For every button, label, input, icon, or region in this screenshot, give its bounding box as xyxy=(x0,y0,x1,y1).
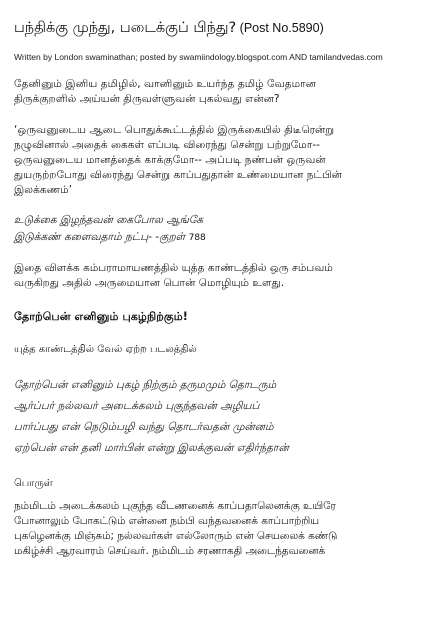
text-line: போனாலும் போகட்டும் என்னை நம்பி வந்தவனைக் காப்பாற்றிய xyxy=(14,515,320,527)
verse-line: ஆர்ப்பர் நல்லவர் அடைக்கலம் புகுந்தவன் அழியப் xyxy=(14,400,260,412)
verse-line: பார்ப்பது என் நெடும்பழி வந்து தொடர்வதன் முன்னம் xyxy=(14,421,274,433)
meaning-paragraph xyxy=(14,499,416,559)
section-intro: யுத்த காண்டத்தில் வேல் ஏற்ற படலத்தில் xyxy=(14,344,197,355)
quote-paragraph xyxy=(14,123,416,198)
text-line: தேனினும் இனிய தமிழில், வானினும் உயர்ந்த தமிழ் வேதமான xyxy=(14,78,316,90)
section-heading: தோற்பென் எனினும் புகழ்நிற்கும்! xyxy=(14,310,188,323)
text-line: இலக்கணம்’ xyxy=(14,184,73,196)
verse-block xyxy=(14,375,416,459)
verse-line: ஏற்பென் என் தனி மார்பின் என்று இலக்குவன் எதிர்ந்தான் xyxy=(14,442,289,454)
text-line: திருக்குறளில் அய்யன் திருவள்ளுவன் புகல்வது என்ன? xyxy=(14,93,280,105)
text-line: ‘ஒருவனுடைய ஆடை பொதுக்கூட்டத்தில் இருக்கையில் திடீரென்று xyxy=(14,124,335,136)
text-line: வருகிறது அதில் அருமையான பொன் மொழியும் உளது. xyxy=(14,277,285,289)
text-line: புகழெனக்கு மிஞ்சும்; நல்லவர்கள் எல்லோரும் என் செயலைக் கண்டு xyxy=(14,530,338,542)
kural-line-2-text: இடுக்கண் களைவதாம் நட்பு- -குறள் xyxy=(14,231,189,243)
page-title xyxy=(14,18,416,38)
text-line: துயருற்றபோது விரைந்து சென்று காப்பதுதான் உண்மையான நட்பின் xyxy=(14,169,342,181)
kural-couplet xyxy=(14,212,416,247)
kural-line-1: உடுக்கை இழந்தவன் கைபோல ஆங்கே xyxy=(14,214,204,226)
text-line: நம்மிடம் அடைக்கலம் புகுந்த வீடணனைக் காப்பதாலெனக்கு உயிரே xyxy=(14,500,336,512)
text-line: இதை விளக்க கம்பராமாயணத்தில் யுத்த காண்டத்தில் ஒரு சம்பவம் xyxy=(14,262,333,274)
kamba-ramayanam-paragraph xyxy=(14,261,416,291)
meaning-label: பொருள் xyxy=(14,478,53,489)
kural-line-2 xyxy=(14,229,416,247)
text-line: நழுவினால் அதைக் கைகள் எப்படி விரைந்து சென்று பற்றுமோ-- xyxy=(14,139,320,151)
author-byline: Written by London swaminathan; posted by swamiindology.blogspot.com AND tamilandvedas.com xyxy=(14,52,383,62)
text-line: மகிழ்ச்சி ஆரவாரம் செய்வர். நம்மிடம் சரணாகதி அடைந்தவனைக் xyxy=(14,545,326,557)
intro-paragraph xyxy=(14,77,416,107)
text-line: ஒருவனுடைய மானத்தைக் காக்குமோ-- அப்படி நண்பன் ஒருவன் xyxy=(14,154,326,166)
title-text: பந்திக்கு முந்து, படைக்குப் பிந்து? xyxy=(14,20,237,36)
post-number: (Post No.5890) xyxy=(236,21,324,35)
verse-line: தோற்பென் எனினும் புகழ் நிற்கும் தருமமும் தொடரும் xyxy=(14,379,277,391)
kural-number: 788 xyxy=(188,233,206,243)
